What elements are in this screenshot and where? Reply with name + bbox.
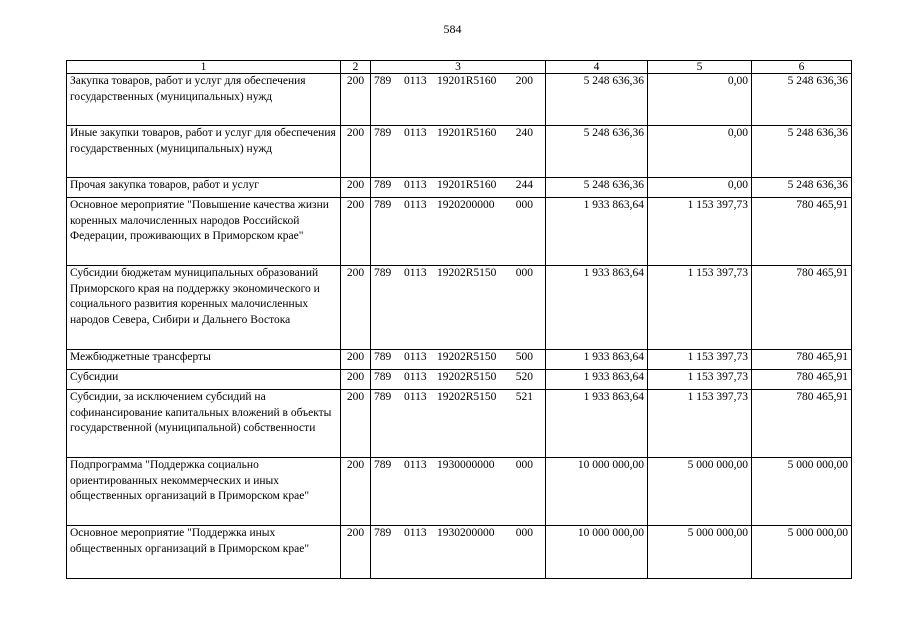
amount-col-4: 1 933 863,64 [546,390,648,458]
expense-type-code: 200 [515,75,533,87]
amount-col-6: 5 000 000,00 [752,526,852,579]
target-code: 19201R5160 [437,127,497,139]
amount-col-5: 5 000 000,00 [648,526,752,579]
amount-col-4: 5 248 636,36 [546,126,648,178]
expense-type-code: 521 [515,391,533,403]
row-code-section: 200 [341,458,371,526]
amount-col-4: 10 000 000,00 [546,458,648,526]
amount-col-6: 780 465,91 [752,198,852,266]
amount-col-4: 10 000 000,00 [546,526,648,579]
column-header: 4 [546,61,648,74]
amount-col-6: 5 248 636,36 [752,178,852,198]
row-code-section: 200 [341,370,371,390]
amount-col-5: 1 153 397,73 [648,266,752,350]
ministry-code: 789 [374,391,392,403]
column-number-row [67,61,852,74]
section-code: 0113 [404,179,427,191]
section-code: 0113 [404,199,427,211]
amount-col-6: 5 000 000,00 [752,458,852,526]
row-code-section: 200 [341,350,371,370]
amount-col-5: 1 153 397,73 [648,350,752,370]
section-code: 0113 [404,127,427,139]
ministry-code: 789 [374,179,392,191]
column-header: 5 [648,61,752,74]
column-header: 1 [67,61,341,74]
amount-col-6: 780 465,91 [752,266,852,350]
row-name: Прочая закупка товаров, работ и услуг [67,178,341,198]
row-classification-code [371,350,546,370]
column-header: 6 [752,61,852,74]
table-row [67,178,852,198]
section-code: 0113 [404,459,427,471]
ministry-code: 789 [374,371,392,383]
amount-col-5: 0,00 [648,178,752,198]
row-classification-code [371,178,546,198]
amount-col-5: 5 000 000,00 [648,458,752,526]
amount-col-5: 1 153 397,73 [648,390,752,458]
row-classification-code [371,390,546,458]
target-code: 19202R5150 [437,371,497,383]
table-row [67,350,852,370]
row-code-section: 200 [341,126,371,178]
row-classification-code [371,198,546,266]
table-row [67,126,852,178]
section-code: 0113 [404,267,427,279]
amount-col-4: 5 248 636,36 [546,178,648,198]
amount-col-5: 1 153 397,73 [648,370,752,390]
row-name: Субсидии бюджетам муниципальных образований Приморского края на поддержку экономического и социального развития коренных малочисленных народов Севера, Сибири и Дальнего Востока [67,266,341,350]
table-row [67,370,852,390]
amount-col-4: 1 933 863,64 [546,350,648,370]
amount-col-4: 1 933 863,64 [546,266,648,350]
ministry-code: 789 [374,351,392,363]
ministry-code: 789 [374,527,392,539]
amount-col-5: 1 153 397,73 [648,198,752,266]
row-code-section: 200 [341,198,371,266]
ministry-code: 789 [374,267,392,279]
row-code-section: 200 [341,178,371,198]
ministry-code: 789 [374,75,392,87]
row-name: Основное мероприятие "Повышение качества жизни коренных малочисленных народов Российской Федерации, проживающих в Приморском крае" [67,198,341,266]
expense-type-code: 520 [515,371,533,383]
expense-type-code: 240 [515,127,533,139]
ministry-code: 789 [374,127,392,139]
row-code-section: 200 [341,74,371,126]
row-name: Иные закупки товаров, работ и услуг для обеспечения государственных (муниципальных) нужд [67,126,341,178]
expense-type-code: 000 [515,199,533,211]
table-row [67,198,852,266]
row-name: Субсидии [67,370,341,390]
row-name: Основное мероприятие "Поддержка иных общественных организаций в Приморском крае" [67,526,341,579]
column-header: 3 [371,61,546,74]
budget-table [66,60,852,579]
row-name: Подпрограмма "Поддержка социально ориентированных некоммерческих и иных общественных организаций в Приморском крае" [67,458,341,526]
section-code: 0113 [404,351,427,363]
row-code-section: 200 [341,266,371,350]
expense-type-code: 000 [515,459,533,471]
target-code: 1920200000 [437,199,495,211]
row-classification-code [371,74,546,126]
amount-col-6: 780 465,91 [752,390,852,458]
amount-col-6: 780 465,91 [752,370,852,390]
row-name: Межбюджетные трансферты [67,350,341,370]
target-code: 19202R5150 [437,267,497,279]
amount-col-4: 1 933 863,64 [546,198,648,266]
amount-col-6: 5 248 636,36 [752,74,852,126]
row-name: Субсидии, за исключением субсидий на софинансирование капитальных вложений в объекты государственной (муниципальной) собственности [67,390,341,458]
target-code: 19202R5150 [437,391,497,403]
page-number: 584 [443,22,462,36]
ministry-code: 789 [374,199,392,211]
amount-col-5: 0,00 [648,74,752,126]
row-name: Закупка товаров, работ и услуг для обеспечения государственных (муниципальных) нужд [67,74,341,126]
expense-type-code: 000 [515,527,533,539]
row-classification-code [371,370,546,390]
amount-col-5: 0,00 [648,126,752,178]
section-code: 0113 [404,391,427,403]
target-code: 19201R5160 [437,75,497,87]
ministry-code: 789 [374,459,392,471]
target-code: 19202R5150 [437,351,497,363]
target-code: 1930200000 [437,527,495,539]
amount-col-6: 5 248 636,36 [752,126,852,178]
row-code-section: 200 [341,526,371,579]
section-code: 0113 [404,527,427,539]
column-header: 2 [341,61,371,74]
row-classification-code [371,458,546,526]
row-classification-code [371,266,546,350]
section-code: 0113 [404,75,427,87]
expense-type-code: 500 [515,351,533,363]
target-code: 19201R5160 [437,179,497,191]
table-row [67,390,852,458]
table-row [67,266,852,350]
amount-col-4: 5 248 636,36 [546,74,648,126]
table-row [67,526,852,579]
row-classification-code [371,526,546,579]
table-row [67,74,852,126]
section-code: 0113 [404,371,427,383]
amount-col-4: 1 933 863,64 [546,370,648,390]
expense-type-code: 000 [515,267,533,279]
row-code-section: 200 [341,390,371,458]
target-code: 1930000000 [437,459,495,471]
table-row [67,458,852,526]
row-classification-code [371,126,546,178]
expense-type-code: 244 [515,179,533,191]
amount-col-6: 780 465,91 [752,350,852,370]
